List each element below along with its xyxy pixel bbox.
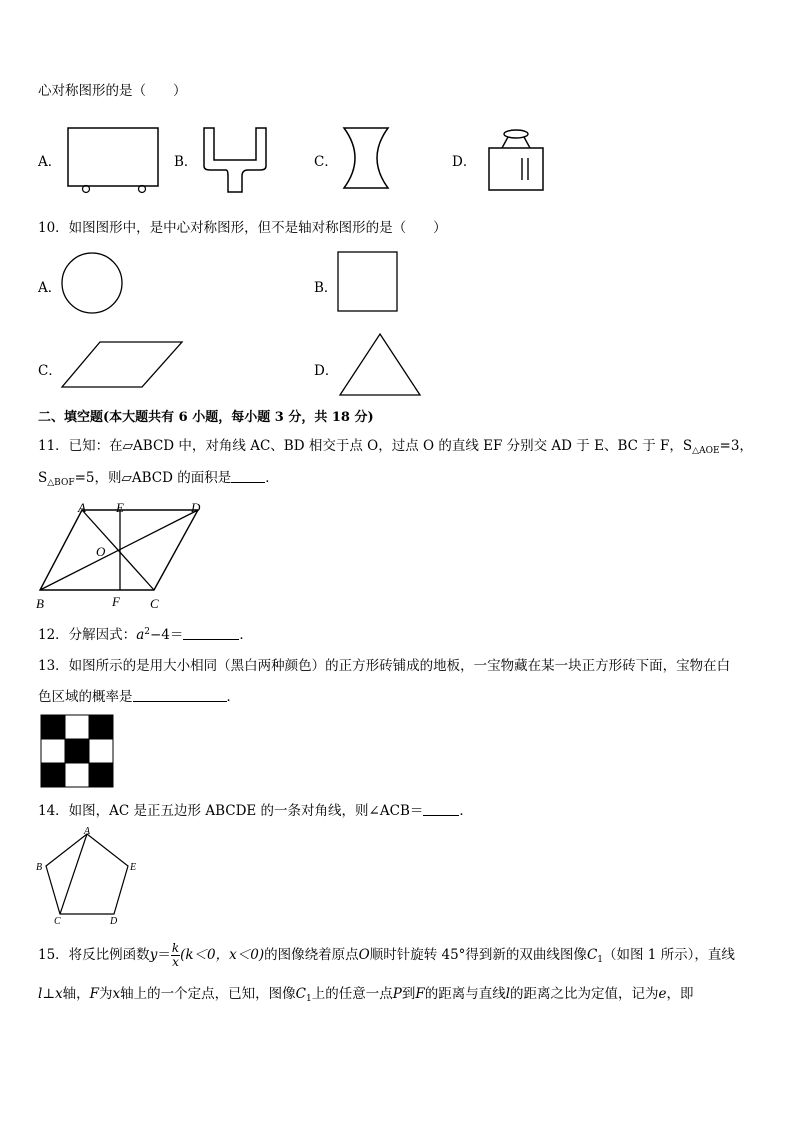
section2-heading: 二、填空题(本大题共有 6 小题，每小题 3 分，共 18 分) — [38, 410, 374, 425]
q10-figure-c-parallelogram — [60, 340, 186, 390]
q11-line2-s: S — [38, 470, 48, 486]
q15-l1-Csub: 1 — [597, 955, 604, 965]
q15-l1-eq: ＝ — [157, 947, 171, 963]
q9-option-d-label: D． — [452, 154, 477, 170]
q14-label-b: B — [36, 862, 43, 873]
q15-l2-F: F — [89, 986, 100, 1002]
q13-tile-grid — [40, 714, 116, 788]
q11-answer-blank[interactable] — [231, 470, 265, 483]
q13-tile-0-1 — [65, 715, 89, 739]
q13-tile-1-2 — [89, 739, 113, 763]
q15-frac-num: k — [171, 941, 180, 955]
q15-l1-cond: (k＜0，x＜0) — [180, 947, 265, 963]
q13-answer-blank[interactable] — [133, 689, 227, 702]
q14-line — [38, 802, 473, 820]
q11-line1-text: 11．已知：在▱ABCD 中，对角线 AC、BD 相交于点 O，过点 O 的直线 EF 分别交 AD 于 E、BC 于 F，S — [38, 438, 693, 454]
q15-l2-h: 的距离之比为定值，记为 — [510, 986, 659, 1002]
q14-label-d: D — [110, 916, 118, 927]
q11-label-c: C — [150, 596, 159, 611]
q11-label-a: A — [78, 500, 86, 515]
q13-line1: 13．如图所示的是用大小相同（黑白两种颜色）的正方形砖铺成的地板，一宝物藏在某一块正方形砖下面，宝物在白 — [38, 658, 731, 674]
q10-option-a-label: A． — [38, 280, 62, 296]
q15-fraction — [171, 942, 180, 969]
q12-var: a — [136, 627, 145, 643]
q13-tile-2-1 — [65, 763, 89, 787]
q15-l2-i: ，即 — [666, 986, 694, 1002]
q15-line2 — [38, 985, 694, 1008]
q12-prefix: 12．分解因式： — [38, 627, 137, 643]
q11-label-e: E — [116, 500, 124, 515]
q11-label-o: O — [96, 544, 106, 559]
q11-label-d: D — [191, 500, 201, 515]
q15-l1-a: 15．将反比例函数 — [38, 947, 150, 963]
q14-figure-pentagon — [34, 824, 140, 932]
q9-figure-a-cart — [66, 126, 162, 196]
q15-l2-x: x — [55, 986, 63, 1002]
q15-l1-d: （如图 1 所示），直线 — [603, 947, 735, 963]
q15-l2-F2: F — [415, 986, 425, 1002]
q15-l2-b: 轴， — [62, 986, 90, 1002]
q10-figure-a-circle — [60, 251, 124, 315]
q9-figure-d-stand — [486, 126, 546, 194]
q11-figure-parallelogram — [36, 498, 212, 616]
q13-line2-text: 色区域的概率是 — [38, 689, 133, 705]
q12-exp: 2 — [144, 627, 150, 637]
q15-l2-a: ⊥ — [42, 986, 56, 1002]
q15-line1 — [38, 941, 735, 974]
q14-stem: 14．如图，AC 是正五边形 ABCDE 的一条对角线，则∠ACB＝ — [38, 803, 424, 819]
q15-l1-b: 的图像绕着原点 — [264, 947, 359, 963]
q14-end: ． — [459, 803, 473, 819]
q13-tile-0-2 — [89, 715, 113, 739]
q15-l2-l: l — [38, 986, 43, 1002]
q12-rest: −4＝ — [149, 627, 184, 643]
q10-option-d-label: D． — [314, 363, 339, 379]
q14-answer-blank[interactable] — [423, 803, 459, 816]
q14-label-c: C — [54, 916, 61, 927]
q11-line2-sub: △BOF — [47, 478, 75, 488]
q15-l2-P: P — [392, 986, 402, 1002]
q10-figure-d-triangle — [338, 332, 424, 398]
q15-l1-c: 顺时针旋转 45°得到新的双曲线图像 — [369, 947, 587, 963]
q10-figure-b-square — [337, 251, 399, 313]
q13-line2 — [38, 688, 240, 706]
q15-l2-Csub: 1 — [306, 994, 312, 1004]
q11-line1-end: =3， — [719, 438, 753, 454]
q10-option-b-label: B． — [314, 280, 338, 296]
q12-end: ． — [239, 627, 253, 643]
q12-line — [38, 623, 253, 644]
q15-l2-f: 到 — [401, 986, 416, 1002]
q13-tile-0-0 — [41, 715, 65, 739]
q13-tile-2-2 — [89, 763, 113, 787]
q11-line1-sub: △AOE — [692, 446, 720, 456]
q13-tile-1-1 — [65, 739, 89, 763]
q11-line2 — [38, 469, 279, 492]
q15-l1-C: C — [586, 947, 598, 963]
q15-l2-e2: e — [658, 986, 667, 1002]
q11-line2-end: ． — [265, 470, 279, 486]
q15-l2-e: 上的任意一点 — [311, 986, 393, 1002]
q15-l2-l2: l — [505, 986, 511, 1002]
q10-option-c-label: C． — [38, 363, 62, 379]
q15-l1-y: y — [149, 947, 158, 963]
q15-l2-g: 的距离与直线 — [424, 986, 506, 1002]
q11-line1 — [38, 437, 753, 460]
q11-label-b: B — [36, 596, 44, 611]
q9-option-a-label: A． — [38, 154, 62, 170]
q9-figure-b-fork — [200, 126, 270, 198]
q15-l2-c: 为 — [99, 986, 113, 1002]
q14-label-a: A — [84, 826, 91, 837]
q9-option-c-label: C． — [314, 154, 338, 170]
q9-option-b-label: B． — [174, 154, 198, 170]
q15-frac-den: x — [172, 955, 179, 969]
q13-tile-2-0 — [41, 763, 65, 787]
q13-tile-1-0 — [41, 739, 65, 763]
q15-l2-d: 轴上的一个定点，已知，图像 — [120, 986, 296, 1002]
q15-l1-o: O — [358, 947, 370, 963]
q15-l2-x2: x — [112, 986, 121, 1002]
q12-answer-blank[interactable] — [183, 627, 239, 640]
q11-line2-text: =5，则▱ABCD 的面积是 — [74, 470, 232, 486]
q9-stem-tail: 心对称图形的是（ ） — [38, 83, 187, 99]
q14-label-e: E — [130, 862, 137, 873]
q15-l2-C: C — [295, 986, 306, 1002]
q11-label-f: F — [112, 594, 120, 609]
q13-end: ． — [226, 689, 240, 705]
q9-figure-c-concave — [340, 126, 392, 192]
q10-stem: 10．如图图形中，是中心对称图形，但不是轴对称图形的是（ ） — [38, 220, 447, 236]
